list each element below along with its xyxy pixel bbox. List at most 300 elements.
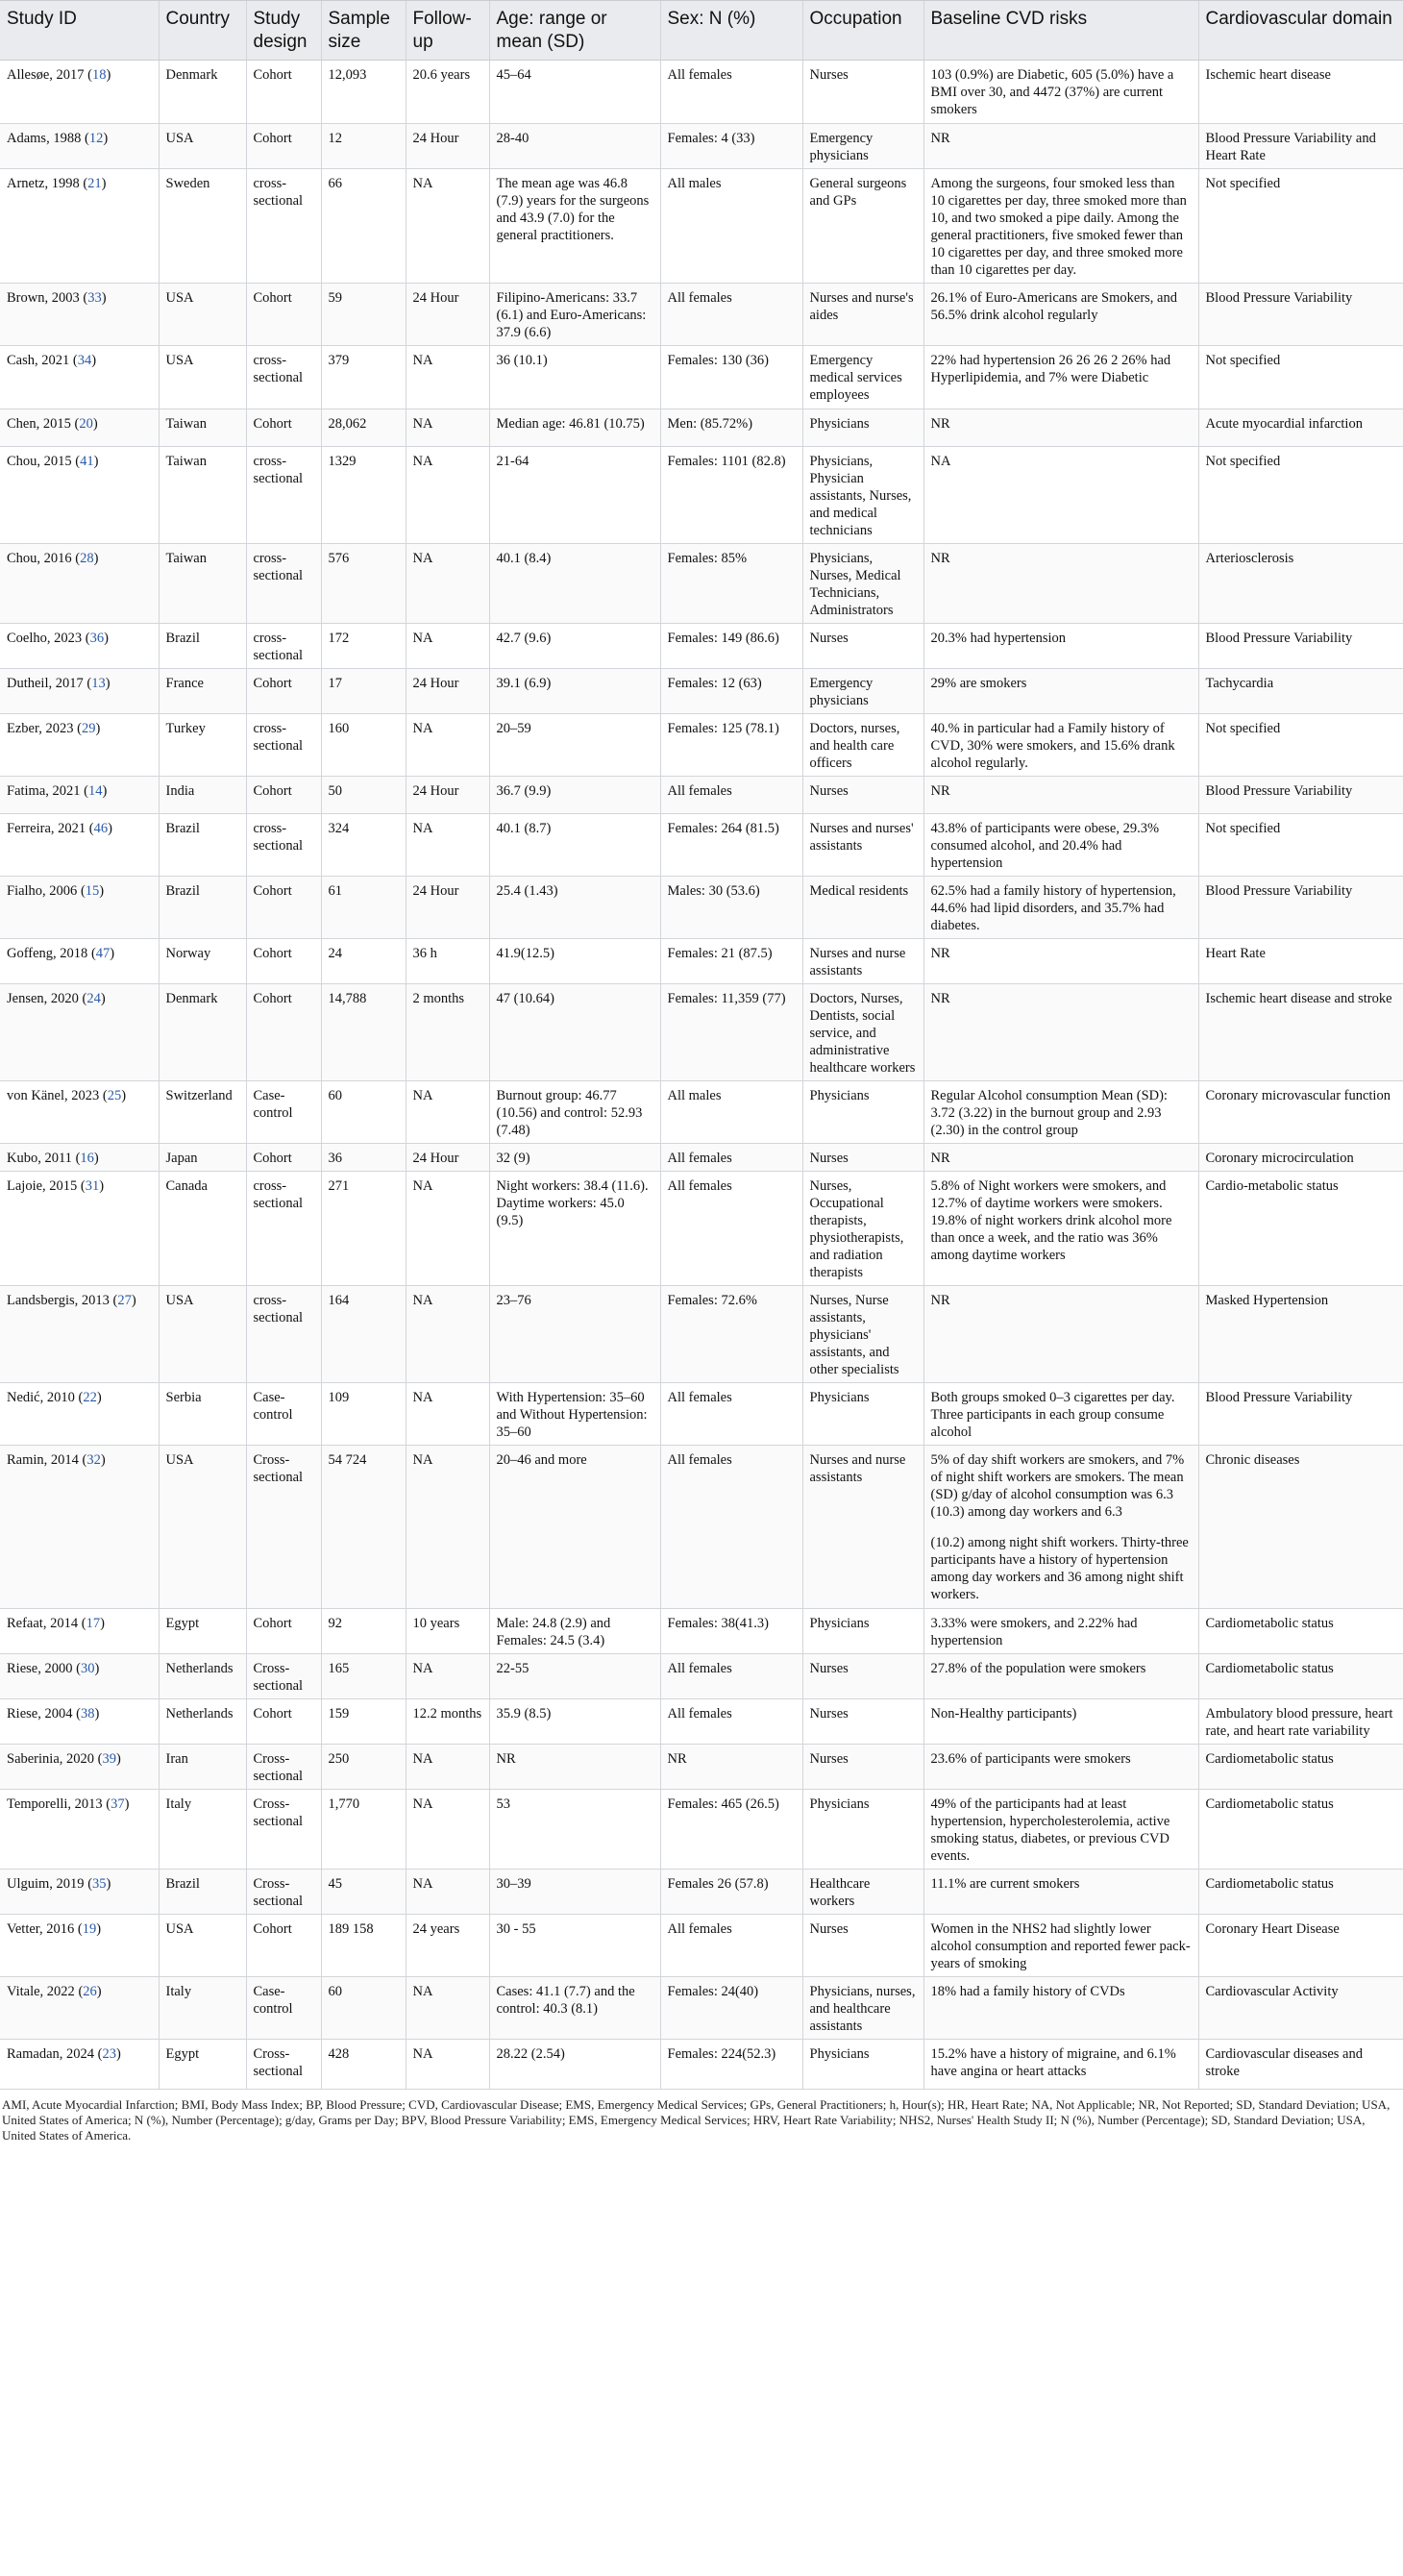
table-row bbox=[0, 1609, 1403, 1654]
cardiovascular-domain-cell: Coronary microvascular function bbox=[1198, 1081, 1403, 1144]
reference-link[interactable]: 17 bbox=[86, 1616, 101, 1631]
sex-cell: All males bbox=[660, 1081, 802, 1144]
study-author-year: Ferreira, 2021 bbox=[7, 821, 86, 836]
cardiovascular-domain-cell: Blood Pressure Variability bbox=[1198, 877, 1403, 939]
cardiovascular-domain-cell: Cardio-metabolic status bbox=[1198, 1172, 1403, 1286]
sex-cell: Females: 38(41.3) bbox=[660, 1609, 802, 1654]
country-cell: Norway bbox=[159, 939, 246, 984]
follow-up-cell: NA bbox=[406, 1286, 489, 1383]
table-row bbox=[0, 877, 1403, 939]
occupation-cell: Nurses and nurses' assistants bbox=[802, 814, 923, 877]
study-design-cell: Cohort bbox=[246, 669, 321, 714]
sex-cell: Females: 465 (26.5) bbox=[660, 1790, 802, 1870]
table-row bbox=[0, 346, 1403, 409]
country-cell: Taiwan bbox=[159, 409, 246, 447]
follow-up-cell: 24 years bbox=[406, 1915, 489, 1977]
header-cardiovascular-domain: Cardiovascular domain bbox=[1198, 1, 1403, 61]
occupation-cell: Healthcare workers bbox=[802, 1870, 923, 1915]
table-row bbox=[0, 814, 1403, 877]
study-id-cell: Vitale, 2022 (26) bbox=[0, 1977, 159, 2040]
country-cell: Brazil bbox=[159, 814, 246, 877]
sex-cell: All males bbox=[660, 169, 802, 284]
baseline-cvd-risks-cell bbox=[923, 124, 1198, 169]
baseline-cvd-risks-cell bbox=[923, 1790, 1198, 1870]
table-row bbox=[0, 1081, 1403, 1144]
country-cell: USA bbox=[159, 1286, 246, 1383]
sample-size-cell: 14,788 bbox=[321, 984, 406, 1081]
baseline-cvd-risks-cell bbox=[923, 409, 1198, 447]
cardiovascular-domain-cell: Tachycardia bbox=[1198, 669, 1403, 714]
risks-text: 43.8% of participants were obese, 29.3% consumed alcohol, and 20.4% had hypertension bbox=[930, 821, 1160, 871]
cardiovascular-domain-cell: Cardiometabolic status bbox=[1198, 1870, 1403, 1915]
country-cell: Serbia bbox=[159, 1383, 246, 1446]
sample-size-cell: 164 bbox=[321, 1286, 406, 1383]
study-id-cell: Arnetz, 1998 (21) bbox=[0, 169, 159, 284]
reference-link[interactable]: 30 bbox=[80, 1661, 95, 1676]
age-cell: 40.1 (8.4) bbox=[489, 544, 660, 624]
table-row bbox=[0, 61, 1403, 124]
table-row bbox=[0, 624, 1403, 669]
follow-up-cell: NA bbox=[406, 409, 489, 447]
risks-text: 27.8% of the population were smokers bbox=[930, 1661, 1146, 1676]
cardiovascular-domain-cell: Arteriosclerosis bbox=[1198, 544, 1403, 624]
risks-text: 20.3% had hypertension bbox=[930, 631, 1067, 646]
study-id-cell: Saberinia, 2020 (39) bbox=[0, 1745, 159, 1790]
cardiovascular-domain-cell: Masked Hypertension bbox=[1198, 1286, 1403, 1383]
sex-cell: Females: 24(40) bbox=[660, 1977, 802, 2040]
age-cell: 30–39 bbox=[489, 1870, 660, 1915]
age-cell: 40.1 (8.7) bbox=[489, 814, 660, 877]
occupation-cell: Nurses and nurse assistants bbox=[802, 939, 923, 984]
study-design-cell: Cohort bbox=[246, 877, 321, 939]
age-cell: NR bbox=[489, 1745, 660, 1790]
header-occupation: Occupation bbox=[802, 1, 923, 61]
study-design-cell: cross-sectional bbox=[246, 1286, 321, 1383]
age-cell: Burnout group: 46.77 (10.56) and control: 52.93 (7.48) bbox=[489, 1081, 660, 1144]
study-design-cell: Cross-sectional bbox=[246, 1870, 321, 1915]
reference-link[interactable]: 29 bbox=[81, 721, 96, 736]
study-author-year: Ezber, 2023 bbox=[7, 721, 74, 736]
sex-cell: All females bbox=[660, 1172, 802, 1286]
reference-link[interactable]: 31 bbox=[85, 1178, 100, 1194]
country-cell: Egypt bbox=[159, 2040, 246, 2090]
study-id-cell: Ramin, 2014 (32) bbox=[0, 1446, 159, 1609]
risks-text: 3.33% were smokers, and 2.22% had hypertension bbox=[930, 1616, 1138, 1648]
sample-size-cell: 324 bbox=[321, 814, 406, 877]
reference-link[interactable]: 37 bbox=[111, 1796, 125, 1812]
occupation-cell: Physicians bbox=[802, 409, 923, 447]
age-cell: Male: 24.8 (2.9) and Females: 24.5 (3.4) bbox=[489, 1609, 660, 1654]
follow-up-cell: 24 Hour bbox=[406, 777, 489, 814]
reference-link[interactable]: 27 bbox=[117, 1293, 132, 1308]
study-design-cell: Cross-sectional bbox=[246, 2040, 321, 2090]
sample-size-cell: 61 bbox=[321, 877, 406, 939]
reference-link[interactable]: 46 bbox=[93, 821, 109, 836]
age-cell: With Hypertension: 35–60 and Without Hypertension: 35–60 bbox=[489, 1383, 660, 1446]
study-design-cell: Cohort bbox=[246, 1144, 321, 1172]
cardiovascular-domain-cell: Chronic diseases bbox=[1198, 1446, 1403, 1609]
follow-up-cell: 20.6 years bbox=[406, 61, 489, 124]
country-cell: Netherlands bbox=[159, 1699, 246, 1745]
follow-up-cell: NA bbox=[406, 1790, 489, 1870]
baseline-cvd-risks-cell bbox=[923, 814, 1198, 877]
sex-cell: Females: 264 (81.5) bbox=[660, 814, 802, 877]
baseline-cvd-risks-cell bbox=[923, 1609, 1198, 1654]
study-id-cell: Ferreira, 2021 (46) bbox=[0, 814, 159, 877]
baseline-cvd-risks-cell bbox=[923, 2040, 1198, 2090]
reference-link[interactable]: 16 bbox=[80, 1151, 94, 1166]
reference-link[interactable]: 21 bbox=[87, 176, 102, 191]
risks-text: 29% are smokers bbox=[930, 676, 1027, 691]
reference-link[interactable]: 23 bbox=[102, 2046, 116, 2062]
study-author-year: Chou, 2015 bbox=[7, 454, 72, 469]
age-cell: 36 (10.1) bbox=[489, 346, 660, 409]
study-id-cell: Chou, 2015 (41) bbox=[0, 447, 159, 544]
cardiovascular-domain-cell: Coronary microcirculation bbox=[1198, 1144, 1403, 1172]
reference-link[interactable]: 35 bbox=[92, 1876, 107, 1892]
occupation-cell: Emergency medical services employees bbox=[802, 346, 923, 409]
study-id-cell: Brown, 2003 (33) bbox=[0, 284, 159, 346]
baseline-cvd-risks-cell bbox=[923, 877, 1198, 939]
follow-up-cell: NA bbox=[406, 714, 489, 777]
sample-size-cell: 12 bbox=[321, 124, 406, 169]
study-author-year: Allesøe, 2017 bbox=[7, 67, 85, 83]
reference-link[interactable]: 13 bbox=[91, 676, 106, 691]
sex-cell: Females 26 (57.8) bbox=[660, 1870, 802, 1915]
baseline-cvd-risks-cell bbox=[923, 1870, 1198, 1915]
study-design-cell: Case-control bbox=[246, 1977, 321, 2040]
age-cell: Night workers: 38.4 (11.6). Daytime workers: 45.0 (9.5) bbox=[489, 1172, 660, 1286]
cardiovascular-domain-cell: Cardiometabolic status bbox=[1198, 1745, 1403, 1790]
study-author-year: Coelho, 2023 bbox=[7, 631, 83, 646]
study-author-year: Adams, 1988 bbox=[7, 131, 82, 146]
risks-text: 5% of day shift workers are smokers, and 7% of night shift workers are smokers. The mean (SD) g/day of alcohol consumption was 6.3 (10.3) among day workers and 6.3 bbox=[930, 1452, 1185, 1520]
age-cell: 28-40 bbox=[489, 124, 660, 169]
study-id-cell: Adams, 1988 (12) bbox=[0, 124, 159, 169]
baseline-cvd-risks-cell bbox=[923, 1699, 1198, 1745]
study-id-cell: Riese, 2004 (38) bbox=[0, 1699, 159, 1745]
risks-text: NR bbox=[930, 946, 950, 961]
study-author-year: Chou, 2016 bbox=[7, 551, 72, 566]
sample-size-cell: 92 bbox=[321, 1609, 406, 1654]
country-cell: Taiwan bbox=[159, 447, 246, 544]
follow-up-cell: 2 months bbox=[406, 984, 489, 1081]
header-follow-up: Follow-up bbox=[406, 1, 489, 61]
baseline-cvd-risks-cell bbox=[923, 169, 1198, 284]
risks-text: 49% of the participants had at least hypertension, hypercholesterolemia, active smoking status, diabetes, or previous CVD events. bbox=[930, 1796, 1170, 1864]
risks-text: NR bbox=[930, 416, 950, 432]
sex-cell: Females: 72.6% bbox=[660, 1286, 802, 1383]
risks-text: 22% had hypertension 26 26 26 2 26% had Hyperlipidemia, and 7% were Diabetic bbox=[930, 353, 1171, 385]
sample-size-cell: 271 bbox=[321, 1172, 406, 1286]
follow-up-cell: NA bbox=[406, 1745, 489, 1790]
study-design-cell: cross-sectional bbox=[246, 1172, 321, 1286]
header-age: Age: range or mean (SD) bbox=[489, 1, 660, 61]
baseline-cvd-risks-cell bbox=[923, 1915, 1198, 1977]
risks-text: 18% had a family history of CVDs bbox=[930, 1984, 1125, 1999]
follow-up-cell: 24 Hour bbox=[406, 1144, 489, 1172]
occupation-cell: Nurses, Nurse assistants, physicians' assistants, and other specialists bbox=[802, 1286, 923, 1383]
follow-up-cell: NA bbox=[406, 624, 489, 669]
country-cell: Taiwan bbox=[159, 544, 246, 624]
reference-link[interactable]: 20 bbox=[79, 416, 93, 432]
follow-up-cell: NA bbox=[406, 1383, 489, 1446]
study-design-cell: Cross-sectional bbox=[246, 1446, 321, 1609]
follow-up-cell: NA bbox=[406, 169, 489, 284]
age-cell: 32 (9) bbox=[489, 1144, 660, 1172]
header-study-id: Study ID bbox=[0, 1, 159, 61]
cardiovascular-domain-cell: Blood Pressure Variability bbox=[1198, 1383, 1403, 1446]
study-author-year: Saberinia, 2020 bbox=[7, 1751, 95, 1767]
follow-up-cell: NA bbox=[406, 346, 489, 409]
risks-text: NR bbox=[930, 991, 950, 1006]
cardiovascular-domain-cell: Not specified bbox=[1198, 169, 1403, 284]
country-cell: Egypt bbox=[159, 1609, 246, 1654]
baseline-cvd-risks-cell bbox=[923, 1081, 1198, 1144]
baseline-cvd-risks-cell bbox=[923, 939, 1198, 984]
study-author-year: Cash, 2021 bbox=[7, 353, 70, 368]
age-cell: 42.7 (9.6) bbox=[489, 624, 660, 669]
reference-link[interactable]: 33 bbox=[87, 290, 102, 306]
study-author-year: Brown, 2003 bbox=[7, 290, 80, 306]
reference-link[interactable]: 34 bbox=[77, 353, 92, 368]
cardiovascular-domain-cell: Ambulatory blood pressure, heart rate, and heart rate variability bbox=[1198, 1699, 1403, 1745]
sex-cell: Females: 1101 (82.8) bbox=[660, 447, 802, 544]
study-author-year: von Känel, 2023 bbox=[7, 1088, 100, 1103]
baseline-cvd-risks-cell bbox=[923, 1144, 1198, 1172]
table-row bbox=[0, 1383, 1403, 1446]
risks-text-continued: (10.2) among night shift workers. Thirty-three participants have a history of hypertension among day workers and 36 among night shift workers. bbox=[930, 1535, 1189, 1602]
table-body bbox=[0, 61, 1403, 2090]
follow-up-cell: NA bbox=[406, 1081, 489, 1144]
country-cell: Japan bbox=[159, 1144, 246, 1172]
study-id-cell: von Känel, 2023 (25) bbox=[0, 1081, 159, 1144]
sample-size-cell: 159 bbox=[321, 1699, 406, 1745]
study-design-cell: Cohort bbox=[246, 284, 321, 346]
reference-link[interactable]: 36 bbox=[89, 631, 105, 646]
risks-text: NR bbox=[930, 1293, 950, 1308]
sex-cell: All females bbox=[660, 1654, 802, 1699]
sample-size-cell: 165 bbox=[321, 1654, 406, 1699]
risks-text: 26.1% of Euro-Americans are Smokers, and 56.5% drink alcohol regularly bbox=[930, 290, 1177, 323]
table-row bbox=[0, 714, 1403, 777]
follow-up-cell: 10 years bbox=[406, 1609, 489, 1654]
sample-size-cell: 189 158 bbox=[321, 1915, 406, 1977]
study-design-cell: Cross-sectional bbox=[246, 1790, 321, 1870]
study-design-cell: cross-sectional bbox=[246, 714, 321, 777]
sample-size-cell: 1,770 bbox=[321, 1790, 406, 1870]
cardiovascular-domain-cell: Blood Pressure Variability and Heart Rate bbox=[1198, 124, 1403, 169]
cardiovascular-domain-cell: Ischemic heart disease and stroke bbox=[1198, 984, 1403, 1081]
sex-cell: Females: 21 (87.5) bbox=[660, 939, 802, 984]
risks-text: Both groups smoked 0–3 cigarettes per day. Three participants in each group consume alcohol bbox=[930, 1390, 1175, 1440]
country-cell: USA bbox=[159, 1446, 246, 1609]
risks-text: Regular Alcohol consumption Mean (SD): 3.72 (3.22) in the burnout group and 2.93 (2.30) in the control group bbox=[930, 1088, 1168, 1138]
reference-link[interactable]: 22 bbox=[83, 1390, 97, 1405]
occupation-cell: Nurses bbox=[802, 1745, 923, 1790]
reference-link[interactable]: 15 bbox=[85, 883, 100, 899]
reference-link[interactable]: 24 bbox=[86, 991, 101, 1006]
study-design-cell: cross-sectional bbox=[246, 346, 321, 409]
sex-cell: Men: (85.72%) bbox=[660, 409, 802, 447]
header-sample-size: Sample size bbox=[321, 1, 406, 61]
study-design-cell: Case-control bbox=[246, 1383, 321, 1446]
occupation-cell: General surgeons and GPs bbox=[802, 169, 923, 284]
cardiovascular-domain-cell: Acute myocardial infarction bbox=[1198, 409, 1403, 447]
reference-link[interactable]: 14 bbox=[88, 783, 103, 799]
study-design-cell: Case-control bbox=[246, 1081, 321, 1144]
table-row bbox=[0, 2040, 1403, 2090]
reference-link[interactable]: 28 bbox=[80, 551, 94, 566]
age-cell: 22-55 bbox=[489, 1654, 660, 1699]
country-cell: Brazil bbox=[159, 624, 246, 669]
baseline-cvd-risks-cell bbox=[923, 1745, 1198, 1790]
reference-link[interactable]: 26 bbox=[83, 1984, 97, 1999]
risks-text: NR bbox=[930, 783, 950, 799]
study-author-year: Riese, 2004 bbox=[7, 1706, 73, 1721]
sex-cell: All females bbox=[660, 1144, 802, 1172]
table-row bbox=[0, 284, 1403, 346]
sex-cell: Females: 224(52.3) bbox=[660, 2040, 802, 2090]
risks-text: NR bbox=[930, 551, 950, 566]
sample-size-cell: 60 bbox=[321, 1081, 406, 1144]
reference-link[interactable]: 41 bbox=[80, 454, 94, 469]
table-row bbox=[0, 984, 1403, 1081]
study-author-year: Vetter, 2016 bbox=[7, 1921, 75, 1937]
study-id-cell: Chen, 2015 (20) bbox=[0, 409, 159, 447]
reference-link[interactable]: 19 bbox=[82, 1921, 97, 1937]
sample-size-cell: 36 bbox=[321, 1144, 406, 1172]
study-author-year: Temporelli, 2013 bbox=[7, 1796, 103, 1812]
country-cell: USA bbox=[159, 346, 246, 409]
sample-size-cell: 160 bbox=[321, 714, 406, 777]
occupation-cell: Physicians bbox=[802, 2040, 923, 2090]
occupation-cell: Physicians bbox=[802, 1790, 923, 1870]
sample-size-cell: 250 bbox=[321, 1745, 406, 1790]
reference-link[interactable]: 32 bbox=[86, 1452, 101, 1468]
study-design-cell: Cohort bbox=[246, 61, 321, 124]
sample-size-cell: 66 bbox=[321, 169, 406, 284]
baseline-cvd-risks-cell bbox=[923, 1383, 1198, 1446]
follow-up-cell: 24 Hour bbox=[406, 877, 489, 939]
sex-cell: Males: 30 (53.6) bbox=[660, 877, 802, 939]
occupation-cell: Doctors, Nurses, Dentists, social service, and administrative healthcare workers bbox=[802, 984, 923, 1081]
cardiovascular-domain-cell: Not specified bbox=[1198, 714, 1403, 777]
table-row bbox=[0, 1699, 1403, 1745]
baseline-cvd-risks-cell bbox=[923, 61, 1198, 124]
sample-size-cell: 60 bbox=[321, 1977, 406, 2040]
occupation-cell: Physicians bbox=[802, 1609, 923, 1654]
risks-text: 11.1% are current smokers bbox=[930, 1876, 1080, 1892]
cardiovascular-domain-cell: Heart Rate bbox=[1198, 939, 1403, 984]
sex-cell: Females: 149 (86.6) bbox=[660, 624, 802, 669]
country-cell: Italy bbox=[159, 1977, 246, 2040]
follow-up-cell: NA bbox=[406, 814, 489, 877]
occupation-cell: Physicians, Physician assistants, Nurses, and medical technicians bbox=[802, 447, 923, 544]
table-row bbox=[0, 169, 1403, 284]
study-id-cell: Ulguim, 2019 (35) bbox=[0, 1870, 159, 1915]
age-cell: 35.9 (8.5) bbox=[489, 1699, 660, 1745]
study-design-cell: Cross-sectional bbox=[246, 1745, 321, 1790]
country-cell: Denmark bbox=[159, 984, 246, 1081]
sex-cell: All females bbox=[660, 777, 802, 814]
occupation-cell: Nurses bbox=[802, 624, 923, 669]
study-author-year: Nedić, 2010 bbox=[7, 1390, 75, 1405]
table-row bbox=[0, 1977, 1403, 2040]
follow-up-cell: NA bbox=[406, 1654, 489, 1699]
sample-size-cell: 379 bbox=[321, 346, 406, 409]
study-design-cell: Cohort bbox=[246, 1915, 321, 1977]
study-design-cell: cross-sectional bbox=[246, 447, 321, 544]
study-id-cell: Lajoie, 2015 (31) bbox=[0, 1172, 159, 1286]
age-cell: 23–76 bbox=[489, 1286, 660, 1383]
study-design-cell: Cohort bbox=[246, 409, 321, 447]
cardiovascular-domain-cell: Blood Pressure Variability bbox=[1198, 777, 1403, 814]
follow-up-cell: 24 Hour bbox=[406, 284, 489, 346]
occupation-cell: Emergency physicians bbox=[802, 124, 923, 169]
reference-link[interactable]: 18 bbox=[92, 67, 107, 83]
cardiovascular-domain-cell: Cardiometabolic status bbox=[1198, 1654, 1403, 1699]
risks-text: 5.8% of Night workers were smokers, and 12.7% of daytime workers were smokers. 19.8% of night workers drink alcohol more than once a week, and the ratio was 36% among daytime workers bbox=[930, 1178, 1172, 1263]
study-id-cell: Cash, 2021 (34) bbox=[0, 346, 159, 409]
study-id-cell: Ezber, 2023 (29) bbox=[0, 714, 159, 777]
country-cell: Turkey bbox=[159, 714, 246, 777]
study-author-year: Jensen, 2020 bbox=[7, 991, 79, 1006]
reference-link[interactable]: 38 bbox=[80, 1706, 95, 1721]
follow-up-cell: NA bbox=[406, 447, 489, 544]
table-row bbox=[0, 777, 1403, 814]
occupation-cell: Emergency physicians bbox=[802, 669, 923, 714]
occupation-cell: Medical residents bbox=[802, 877, 923, 939]
reference-link[interactable]: 39 bbox=[102, 1751, 116, 1767]
country-cell: Brazil bbox=[159, 877, 246, 939]
study-id-cell: Kubo, 2011 (16) bbox=[0, 1144, 159, 1172]
sample-size-cell: 45 bbox=[321, 1870, 406, 1915]
baseline-cvd-risks-cell bbox=[923, 1286, 1198, 1383]
baseline-cvd-risks-cell bbox=[923, 669, 1198, 714]
cardiovascular-domain-cell: Not specified bbox=[1198, 814, 1403, 877]
study-design-cell: cross-sectional bbox=[246, 624, 321, 669]
header-country: Country bbox=[159, 1, 246, 61]
study-author-year: Ulguim, 2019 bbox=[7, 1876, 85, 1892]
reference-link[interactable]: 47 bbox=[95, 946, 111, 961]
study-id-cell: Refaat, 2014 (17) bbox=[0, 1609, 159, 1654]
header-baseline-cvd-risks: Baseline CVD risks bbox=[923, 1, 1198, 61]
reference-link[interactable]: 12 bbox=[88, 131, 104, 146]
study-author-year: Chen, 2015 bbox=[7, 416, 71, 432]
age-cell: 21-64 bbox=[489, 447, 660, 544]
risks-text: NR bbox=[930, 131, 950, 146]
risks-text: 103 (0.9%) are Diabetic, 605 (5.0%) have a BMI over 30, and 4472 (37%) are current smokers bbox=[930, 67, 1174, 117]
age-cell: 39.1 (6.9) bbox=[489, 669, 660, 714]
country-cell: USA bbox=[159, 284, 246, 346]
reference-link[interactable]: 25 bbox=[107, 1088, 122, 1103]
baseline-cvd-risks-cell bbox=[923, 777, 1198, 814]
study-id-cell: Fialho, 2006 (15) bbox=[0, 877, 159, 939]
age-cell: 20–46 and more bbox=[489, 1446, 660, 1609]
risks-text: 62.5% had a family history of hypertension, 44.6% had lipid disorders, and 35.7% had diabetes. bbox=[930, 883, 1176, 933]
occupation-cell: Nurses bbox=[802, 1699, 923, 1745]
follow-up-cell: NA bbox=[406, 1446, 489, 1609]
baseline-cvd-risks-cell bbox=[923, 1172, 1198, 1286]
baseline-cvd-risks-cell bbox=[923, 544, 1198, 624]
study-author-year: Landsbergis, 2013 bbox=[7, 1293, 110, 1308]
study-id-cell: Riese, 2000 (30) bbox=[0, 1654, 159, 1699]
sample-size-cell: 50 bbox=[321, 777, 406, 814]
study-id-cell: Temporelli, 2013 (37) bbox=[0, 1790, 159, 1870]
age-cell: Filipino-Americans: 33.7 (6.1) and Euro-Americans: 37.9 (6.6) bbox=[489, 284, 660, 346]
sample-size-cell: 54 724 bbox=[321, 1446, 406, 1609]
